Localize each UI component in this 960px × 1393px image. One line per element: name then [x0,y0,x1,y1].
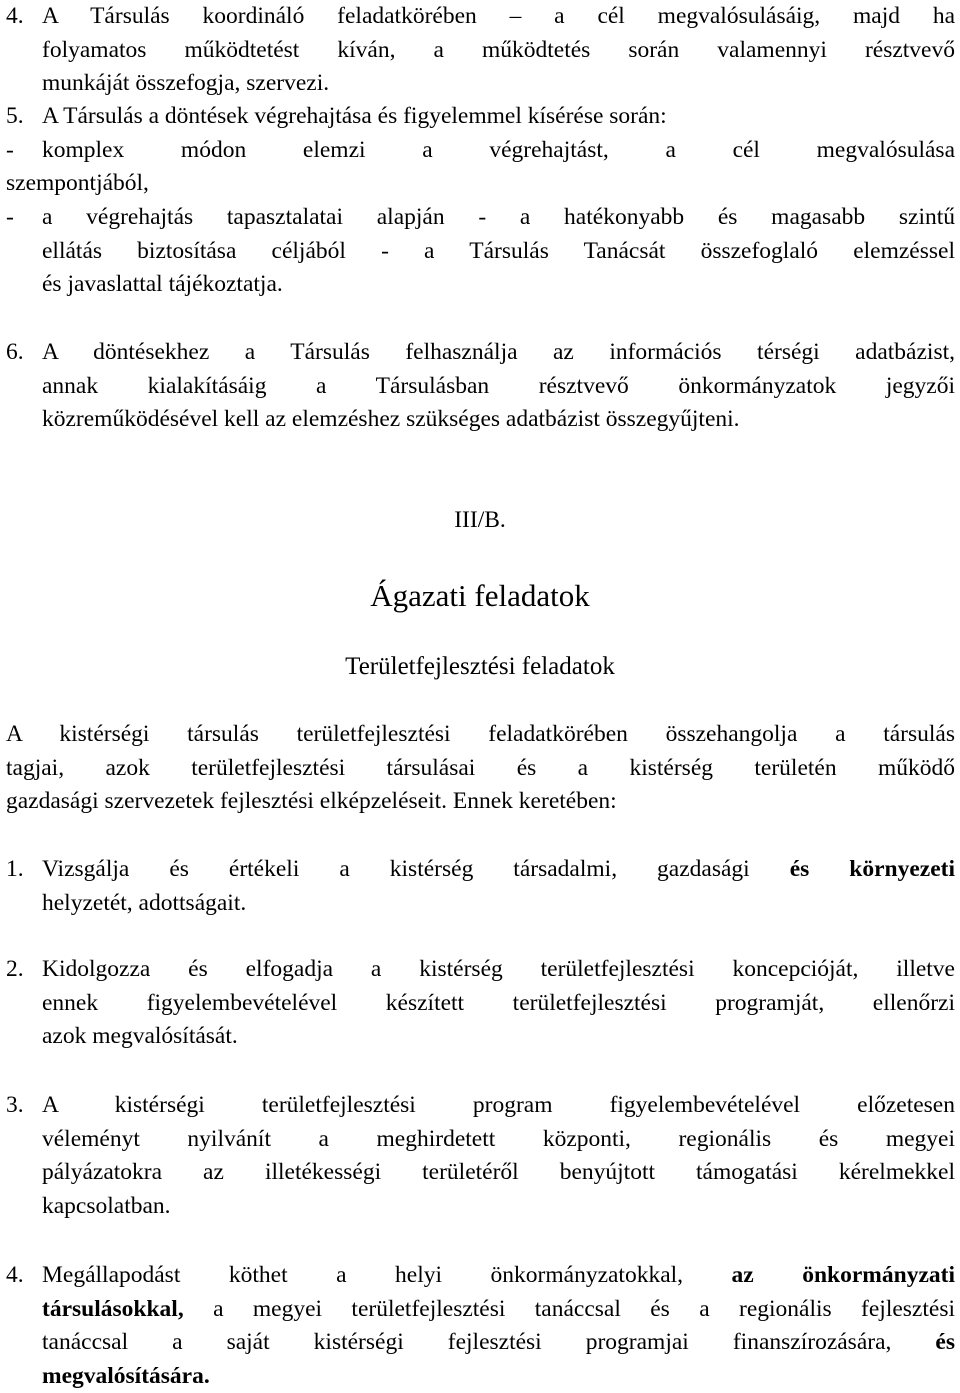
bold-run: az önkormányzati [732,1262,955,1288]
bold-run: társulásokkal, [42,1296,184,1322]
dash-item-1-cont [6,167,955,201]
text-line: Kidolgozza és elfogadja a kistérség területfejlesztési koncepcióját, illetve [42,953,955,987]
text-line: munkáját összefogja, szervezi. [42,67,955,101]
text-line: annak kialakításáig a Társulásban résztvevő önkormányzatok jegyzői [42,370,955,404]
item-text [42,1089,955,1223]
dash-mark: - [6,134,42,168]
list-item-2 [6,953,955,1054]
text-line: pályázatokra az illetékességi területéről benyújtott támogatási kérelmekkel [42,1156,955,1190]
bold-run: és környezeti [790,856,955,882]
item-text [42,953,955,1054]
text-line: tagjai, azok területfejlesztési társulásai és a kistérség területén működő [6,752,955,786]
item-number: 6. [6,336,42,437]
text-run: a megyei területfejlesztési tanáccsal és a regionális fejlesztési [184,1296,955,1322]
text-line: A Társulás a döntések végrehajtása és figyelemmel kísérése során: [42,100,955,134]
text-line: A kistérségi társulás területfejlesztési feladatkörében összehangolja a társulás [6,718,955,752]
dash-mark: - [6,201,42,302]
text-run: Vizsgálja és értékeli a kistérség társadalmi, gazdasági [42,856,790,882]
text-line: szempontjából, [6,167,955,201]
list-item-5 [6,100,955,134]
item-number: 3. [6,1089,42,1223]
dash-text [42,134,955,168]
item-number: 2. [6,953,42,1054]
text-line: A döntésekhez a Társulás felhasználja az információs térségi adatbázist, [42,336,955,370]
text-line [42,1259,955,1293]
text-line: komplex módon elemzi a végrehajtást, a cél megvalósulása [42,134,955,168]
text-line: ellátás biztosítása céljából - a Társulás Tanácsát összefoglaló elemzéssel [42,235,955,269]
item-text [42,100,955,134]
item-number: 5. [6,100,42,134]
item-text [42,1259,955,1393]
dash-item-2 [6,201,955,302]
intro-paragraph [6,718,955,819]
text-line: kapcsolatban. [42,1190,955,1224]
list-item-3 [6,1089,955,1223]
item-number: 1. [6,853,42,920]
text-line: megvalósítására. [42,1360,955,1393]
bold-run: és [935,1329,955,1355]
text-line: A kistérségi területfejlesztési program figyelembevételével előzetesen [42,1089,955,1123]
section-subtitle: Területfejlesztési feladatok [0,650,960,684]
text-run: Megállapodást köthet a helyi önkormányzatokkal, [42,1262,732,1288]
text-line: ennek figyelembevételével készített területfejlesztési programját, ellenőrzi [42,987,955,1021]
item-number: 4. [6,1259,42,1393]
item-text [42,0,955,101]
text-run: tanáccsal a saját kistérségi fejlesztési programjai finanszírozására, [42,1329,935,1355]
text-line: a végrehajtás tapasztalatai alapján - a hatékonyabb és magasabb szintű [42,201,955,235]
list-item-6 [6,336,955,437]
section-code: III/B. [0,504,960,538]
text-line: közreműködésével kell az elemzéshez szükséges adatbázist összegyűjteni. [42,403,955,437]
text-line: helyzetét, adottságait. [42,887,955,921]
text-line: gazdasági szervezetek fejlesztési elképzeléseit. Ennek keretében: [6,785,955,819]
text-line [42,1326,955,1360]
list-item-1 [6,853,955,920]
item-number: 4. [6,0,42,101]
text-line: folyamatos működtetést kíván, a működtetés során valamennyi résztvevő [42,34,955,68]
dash-item-1 [6,134,955,168]
dash-text [42,201,955,302]
text-line: és javaslattal tájékoztatja. [42,268,955,302]
text-line: azok megvalósítását. [42,1020,955,1054]
text-line [42,1293,955,1327]
item-text [42,336,955,437]
section-title: Ágazati feladatok [0,576,960,616]
list-item-4b [6,1259,955,1393]
text-line [42,853,955,887]
item-text [42,853,955,920]
text-line: A Társulás koordináló feladatkörében – a cél megvalósulásáig, majd ha [42,0,955,34]
text-line: véleményt nyilvánít a meghirdetett központi, regionális és megyei [42,1123,955,1157]
list-item-4a [6,0,955,101]
